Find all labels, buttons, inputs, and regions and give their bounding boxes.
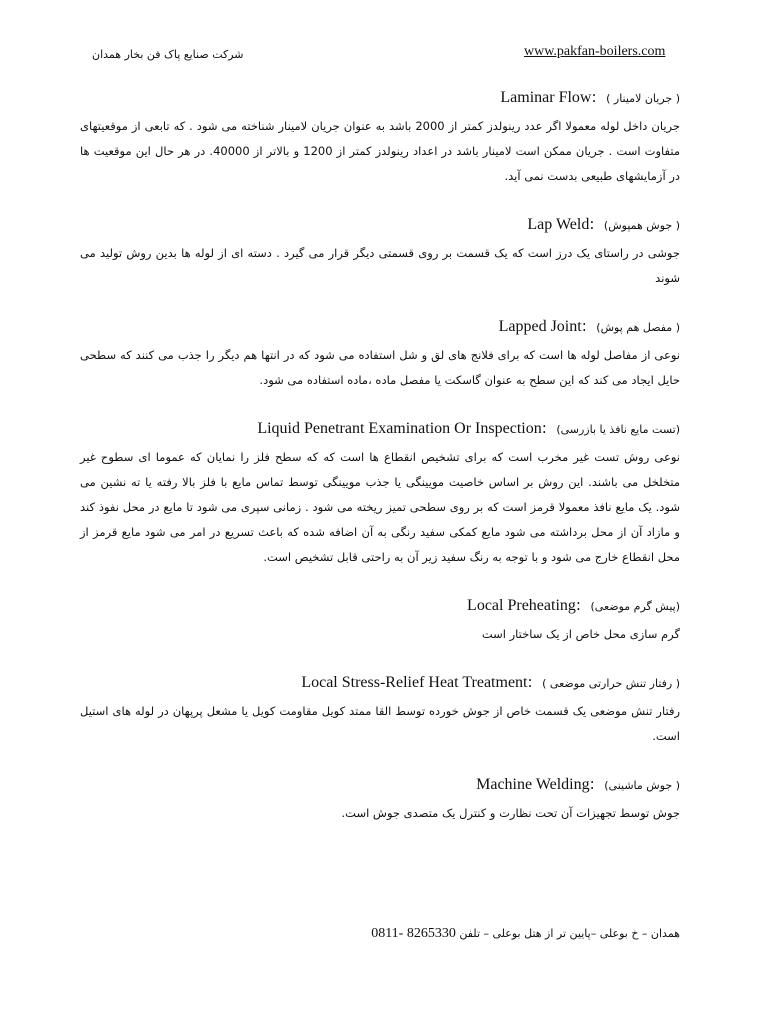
term-heading: (پیش گرم موضعی) : Local Preheating bbox=[467, 596, 680, 614]
term-persian: (پیش گرم موضعی) bbox=[590, 600, 680, 613]
term-heading: (تست مایع نافذ یا بازرسی) : Liquid Penetrant Examination Or Inspection bbox=[257, 419, 680, 437]
glossary-entry bbox=[80, 213, 680, 291]
term-english: Lapped Joint bbox=[498, 318, 582, 335]
page-footer bbox=[330, 926, 680, 942]
term-description: نوعی روش تست غیر مخرب است که برای تشخیص انقطاع ها است که که سطح فلز را نمایان که عموما ای سطوح غیر متخلخل می باشند. این روش بر اساس خاصیت مویینگی یا جذب مویینگی توسط تماس مایع با فلز بالا رفته یا ته نشین می شود. یک مایع نافذ معمولا قرمز است که بر روی سطحی تمیز ریخته می شود . زمانی سپری می شود تا مایع در محل نفوذ کند و مازاد آن از محل برداشته می شود مایع کمکی سفید رنگی به آن اضافه شده که باعث تسریع در امر می شود مایع قرمز از محل انقطاع خارج می شود و با توجه به رنگ سفید زیر آن به راحتی قابل تشخیص است. bbox=[80, 450, 680, 564]
term-english: Lap Weld bbox=[527, 216, 590, 233]
term-english: Local Stress-Relief Heat Treatment bbox=[301, 674, 528, 691]
term-description: رفتار تنش موضعی یک قسمت خاص از جوش خورده توسط القا ممتد کویل مقاومت کویل یا مشعل پرپهان در لوله های استیل است. bbox=[80, 704, 680, 743]
footer-address: همدان – خ بوعلی –پایین تر از هتل بوعلی – تلفن bbox=[459, 927, 680, 940]
term-heading: ( مفصل هم پوش) : Lapped Joint bbox=[498, 317, 680, 335]
term-persian: ( رفتار تنش حرارتی موضعی ) bbox=[542, 677, 680, 690]
term-description: نوعی از مفاصل لوله ها است که برای فلانج های لق و شل استفاده می شود که در انتها هم دیگر را جذب می کنند که سطحی حایل ایجاد می کند که این سطح به عنوان گاسکت یا مفصل ماده ،ماده استفاده می شود. bbox=[80, 348, 680, 387]
glossary-entry bbox=[80, 86, 680, 189]
term-english: Local Preheating bbox=[467, 597, 576, 614]
footer-phone: 0811- 8265330 bbox=[371, 926, 456, 941]
company-name: شرکت صنایع پاک فن بخار همدان bbox=[92, 48, 244, 61]
term-description: جوش توسط تجهیزات آن تحت نظارت و کنترل یک متصدی جوش است. bbox=[341, 806, 680, 820]
term-heading: ( رفتار تنش حرارتی موضعی ) : Local Stress-Relief Heat Treatment bbox=[301, 673, 680, 691]
glossary-content bbox=[80, 86, 680, 850]
term-heading: ( جوش ماشینی) : Machine Welding bbox=[476, 775, 680, 793]
glossary-entry bbox=[80, 594, 680, 647]
glossary-entry bbox=[80, 671, 680, 749]
term-description: جوشی در راستای یک درز است که یک قسمت بر روی قسمتی دیگر قرار می گیرد . دسته ای از لوله ها بدین روش تولید می شوند bbox=[80, 246, 680, 285]
website-link[interactable]: www.pakfan-boilers.com bbox=[524, 44, 666, 59]
glossary-entry bbox=[80, 773, 680, 826]
term-heading: ( جریان لامینار ) : Laminar Flow bbox=[500, 88, 680, 106]
term-english: Machine Welding bbox=[476, 776, 590, 793]
term-persian: ( مفصل هم پوش) bbox=[596, 321, 680, 334]
page-header bbox=[92, 44, 680, 68]
glossary-entry bbox=[80, 315, 680, 393]
term-description: گرم سازی محل خاص از یک ساختار است bbox=[481, 627, 680, 641]
term-persian: ( جریان لامینار ) bbox=[606, 92, 680, 105]
term-persian: (تست مایع نافذ یا بازرسی) bbox=[556, 423, 680, 436]
term-english: Liquid Penetrant Examination Or Inspection bbox=[257, 420, 542, 437]
term-persian: ( جوش همپوش) bbox=[603, 219, 680, 232]
term-english: Laminar Flow bbox=[500, 89, 592, 106]
term-persian: ( جوش ماشینی) bbox=[604, 779, 680, 792]
glossary-entry bbox=[80, 417, 680, 570]
term-description: جریان داخل لوله معمولا اگر عدد رینولدز کمتر از 2000 باشد به عنوان جریان لامینار شناخته می شود . که تابعی از موقعیتهای متفاوت است . جریان ممکن است لامینار باشد در اعداد رینولدز کمتر از 1200 و بالاتر از 40000. در هر حال این موقعیت ها در آزمایشهای طبیعی بدست نمی آید. bbox=[80, 119, 680, 183]
term-heading: ( جوش همپوش) : Lap Weld bbox=[527, 215, 680, 233]
